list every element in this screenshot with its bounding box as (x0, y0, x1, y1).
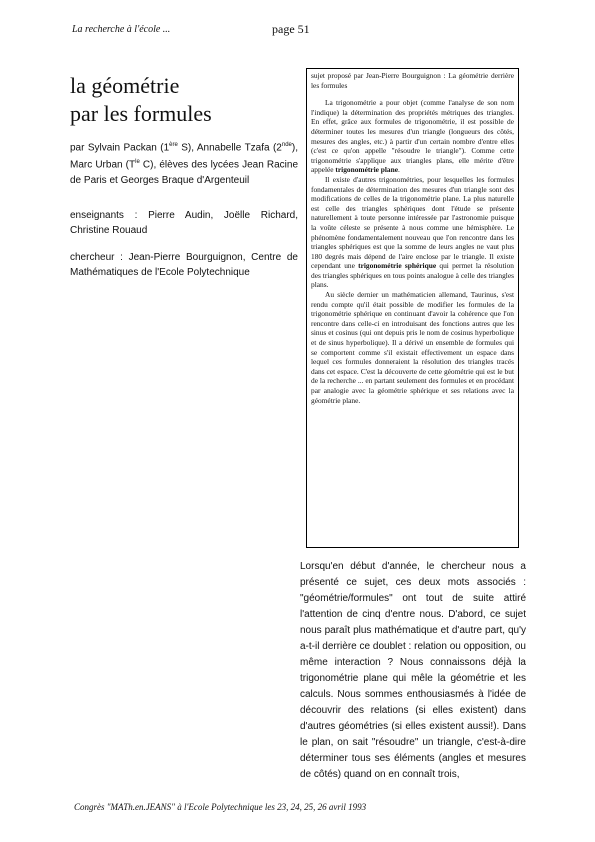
subject-p2-end: qui permet la résolution des triangles sphériques en tous points analogue à celle des triangles plans. (311, 261, 515, 290)
authors-sup-1: ère (169, 142, 178, 148)
subject-p2-text: Il existe d'autres trigonométries, pour lesquelles les formules fondamentales de détermination des mesures d'un triangle sont des modifications de celles de la trigonométrie plane. La plus naturelle est celle des triangles sphériques dont l'étude se présente naturellement à toute personne intéressée par l'astronomie puisque la voûte céleste se présente à nous comme une hémisphère. Le phénomène fondamentalement nouveau que l'on rencontre dans les triangles sphériques est que la somme de leurs angles ne vaut plus 180 degrés mais dépend de l'aire enclose par le triangle. Il existe cependant une (311, 174, 514, 271)
authors-text-1: par Sylvain Packan (1 (70, 142, 170, 154)
page-number: page 51 (272, 22, 310, 36)
authors-text-4: C), élèves des lycées Jean Racine de Paris et Georges Braque d'Argenteuil (70, 159, 298, 186)
title-line-2: par les formules (70, 101, 212, 126)
authors-sup-2: nde (281, 142, 292, 148)
subject-paragraph-3: Au siècle dernier un mathématicien allemand, Taurinus, s'est rendu compte qu'il était possible de modifier les formules de la trigonométrie sphérique en continuant d'avoir la cohérence que l'on rencontre dans celle-ci en introduisant des fonctions autres que les sinus et cosinus (qui ont depuis pris le nom de cosinus hyperbolique et de sinus hyperbolique). Il a dérivé un ensemble de formules qui se comportent comme s'il existait effectivement un espace dans lequel ces formules donneraient la résolution des triangles tracés dans cet espace. C'est la découverte de cette géométrie qui est le but de la recherche ... en partant seulement des formules et en procédant par analogie avec la géométrie sphérique et ses relations avec la géométrie plane. (311, 290, 514, 405)
subject-paragraph-2 (311, 175, 514, 290)
researcher: chercheur : Jean-Pierre Bourguignon, Centre de Mathématiques de l'Ecole Polytechnique (70, 252, 298, 278)
title-line-1: la géométrie (70, 73, 180, 98)
authors (70, 138, 298, 188)
subject-box (306, 68, 519, 548)
authors-text-3: ), Marc Urban (T (70, 142, 298, 171)
footer: Congrès "MATh.en.JEANS" à l'Ecole Polytechnique les 23, 24, 25, 26 avril 1993 (74, 802, 367, 812)
subject-line: sujet proposé par Jean-Pierre Bourguignon : La géométrie derrière les formules (311, 71, 514, 90)
subject-p2-bold: trigonométrie sphérique (358, 261, 437, 271)
subject-p1-end: . (398, 165, 400, 175)
authors-sup-3: le (135, 159, 140, 166)
article-title (70, 72, 212, 128)
subject-p1-text: La trigonométrie a pour objet (comme l'analyse de son nom l'indique) la détermination des propriétés métriques des triangles. En effet, grâce aux formules de trigonométrie, il est possible de déterminer toutes les mesures d'un triangle (longueurs des côtés, mesures des angles, etc.) à partir d'un certain nombre d'entre elles (c'est ce qu'on appelle "résoudre le triangle"). Comme cette trigonométrie s'applique aux triangles plans, elle mérite d'être appelée (311, 98, 514, 175)
body-paragraph: Lorsqu'en début d'année, le chercheur nous a présenté ce sujet, ces deux mots associés : "géométrie/formules" ont tout de suite attiré l'attention de cinq d'entre nous. D'abord, ce sujet nous paraît plus mathématique et d'autre part, qu'y a-t-il derrière ce doublet : relation ou opposition, ou même interaction ? Nous connaissons déjà la trigonométrie plane qui mêle la géométrie et les calculs. Nous sommes enthousiasmés à l'idée de découvrir des relations (si elles existent) dans d'autres géométries (si elles existent aussi!). Dans le plan, on sait "résoudre" un triangle, c'est-à-dire déterminer tous ses éléments (angles et mesures de côtés) quand on en connaît trois, (300, 561, 526, 780)
running-header: La recherche à l'école ... (72, 24, 171, 35)
teachers: enseignants : Pierre Audin, Joëlle Richard, Christine Rouaud (70, 210, 298, 236)
subject-paragraph-1 (311, 98, 514, 175)
authors-text-2: S), Annabelle Tzafa (2 (177, 142, 282, 154)
subject-p1-bold: trigonométrie plane (335, 165, 399, 175)
